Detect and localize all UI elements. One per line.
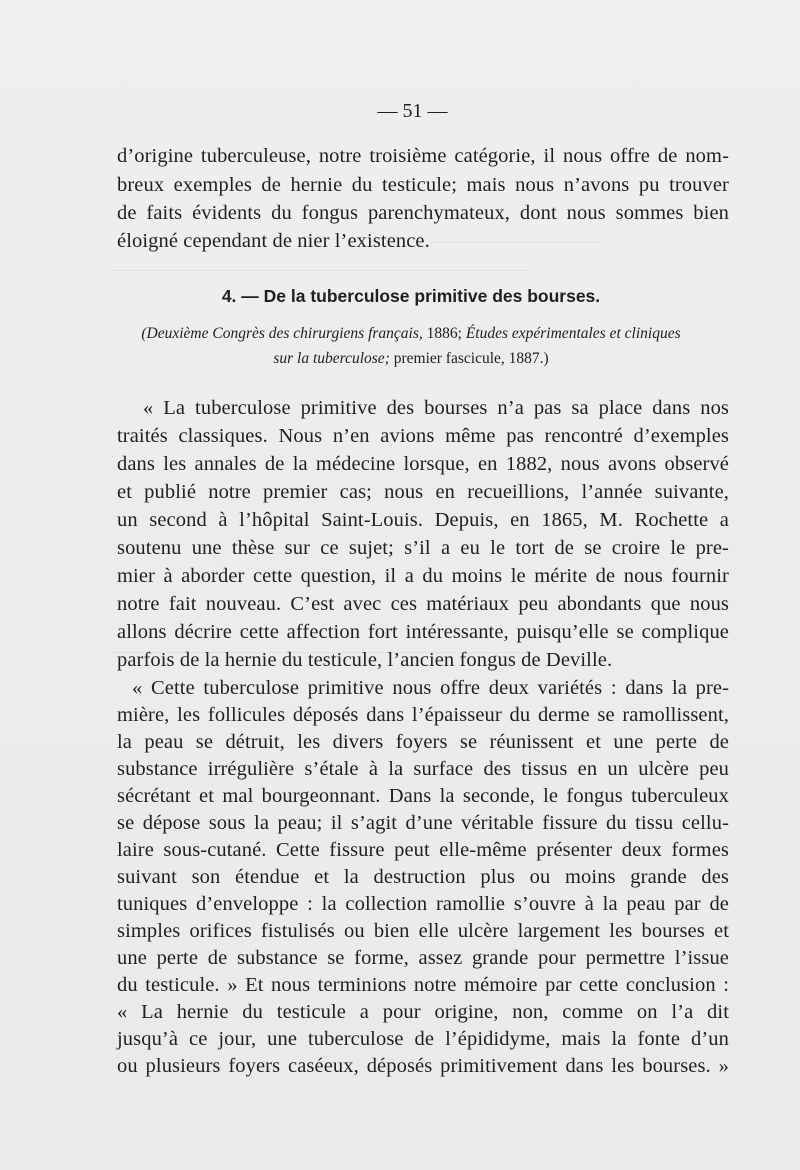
paragraph-line: parfois de la hernie du testicule, l’ancien fongus de Deville. — [117, 649, 613, 671]
citation-text: sur la tuberculose; — [273, 350, 390, 367]
paragraph-line: mière, les follicules déposés dans l’épaisseur du derme se ramollissent, — [117, 704, 729, 726]
paragraph-line: se dépose sous la peau; il s’agit d’une véritable fissure du tissu cellu- — [117, 812, 729, 834]
paragraph-line: soutenu une thèse sur ce sujet; s’il a eu le tort de se croire le pre- — [117, 537, 729, 559]
section-title: 4. — De la tuberculose primitive des bourses. — [221, 286, 601, 306]
paragraph-line: ou plusieurs foyers caséeux, déposés primitivement dans les bourses. » — [117, 1055, 729, 1077]
paragraph-line: laire sous-cutané. Cette fissure peut elle-même présenter deux formes — [117, 839, 729, 861]
paragraph-line: « La hernie du testicule a pour origine, non, comme on l’a dit — [117, 1001, 729, 1023]
paragraph-line: traités classiques. Nous n’en avions même pas rencontré d’exemples — [117, 425, 729, 447]
paragraph-line: éloigné cependant de nier l’existence. — [117, 230, 430, 252]
paragraph-line: suivant son étendue et la destruction plus ou moins grande des — [117, 866, 729, 888]
paragraph-line: breux exemples de hernie du testicule; mais nous n’avons pu trouver — [117, 174, 729, 196]
show-through-artifact — [112, 258, 532, 281]
page-number: — 51 — — [377, 100, 448, 122]
citation-line-1 — [0, 325, 800, 343]
paragraph-line: tuniques d’enveloppe : la collection ramollie s’ouvre à la peau par de — [117, 893, 729, 915]
citation-text: premier fascicule, 1887.) — [389, 350, 549, 367]
paragraph-line: de faits évidents du fongus parenchymateux, dont nous sommes bien — [117, 202, 729, 224]
citation-text: 1886; — [422, 325, 466, 342]
paragraph-line: substance irrégulière s’étale à la surface des tissus en un ulcère peu — [117, 758, 729, 780]
paragraph-line: dans les annales de la médecine lorsque, en 1882, nous avons observé — [117, 453, 729, 475]
paragraph-line: un second à l’hôpital Saint-Louis. Depuis, en 1865, M. Rochette a — [117, 509, 729, 531]
paragraph-line: simples orifices fistulisés ou bien elle ulcère largement les bourses et — [117, 920, 729, 942]
paragraph-line: d’origine tuberculeuse, notre troisième catégorie, il nous offre de nom- — [117, 145, 729, 167]
paragraph-line: sécrétant et mal bourgeonnant. Dans la seconde, le fongus tuberculeux — [117, 785, 729, 807]
paragraph-line: « Cette tuberculose primitive nous offre deux variétés : dans la pre- — [132, 677, 729, 699]
citation-text: (Deuxième Congrès des chirurgiens français, — [141, 325, 423, 342]
citation-line-2 — [0, 350, 800, 368]
paragraph-line: notre fait nouveau. C’est avec ces matériaux peu abondants que nous — [117, 593, 729, 615]
paragraph-line: « La tuberculose primitive des bourses n’a pas sa place dans nos — [143, 397, 729, 419]
paragraph-line: la peau se détruit, les divers foyers se réunissent et une perte de — [117, 731, 729, 753]
paragraph-line: allons décrire cette affection fort intéressante, puisqu’elle se complique — [117, 621, 729, 643]
paragraph-line: jusqu’à ce jour, une tuberculose de l’épididyme, mais la fonte d’un — [117, 1028, 729, 1050]
paragraph-line: une perte de substance se forme, assez grande pour permettre l’issue — [117, 947, 729, 969]
paragraph-line: mier à aborder cette question, il a du moins le mérite de nous fournir — [117, 565, 729, 587]
citation-text: Études expérimentales et cliniques — [465, 325, 681, 342]
paragraph-line: et publié notre premier cas; nous en recueillions, l’année suivante, — [117, 481, 729, 503]
paragraph-line: du testicule. » Et nous terminions notre mémoire par cette conclusion : — [117, 974, 729, 996]
